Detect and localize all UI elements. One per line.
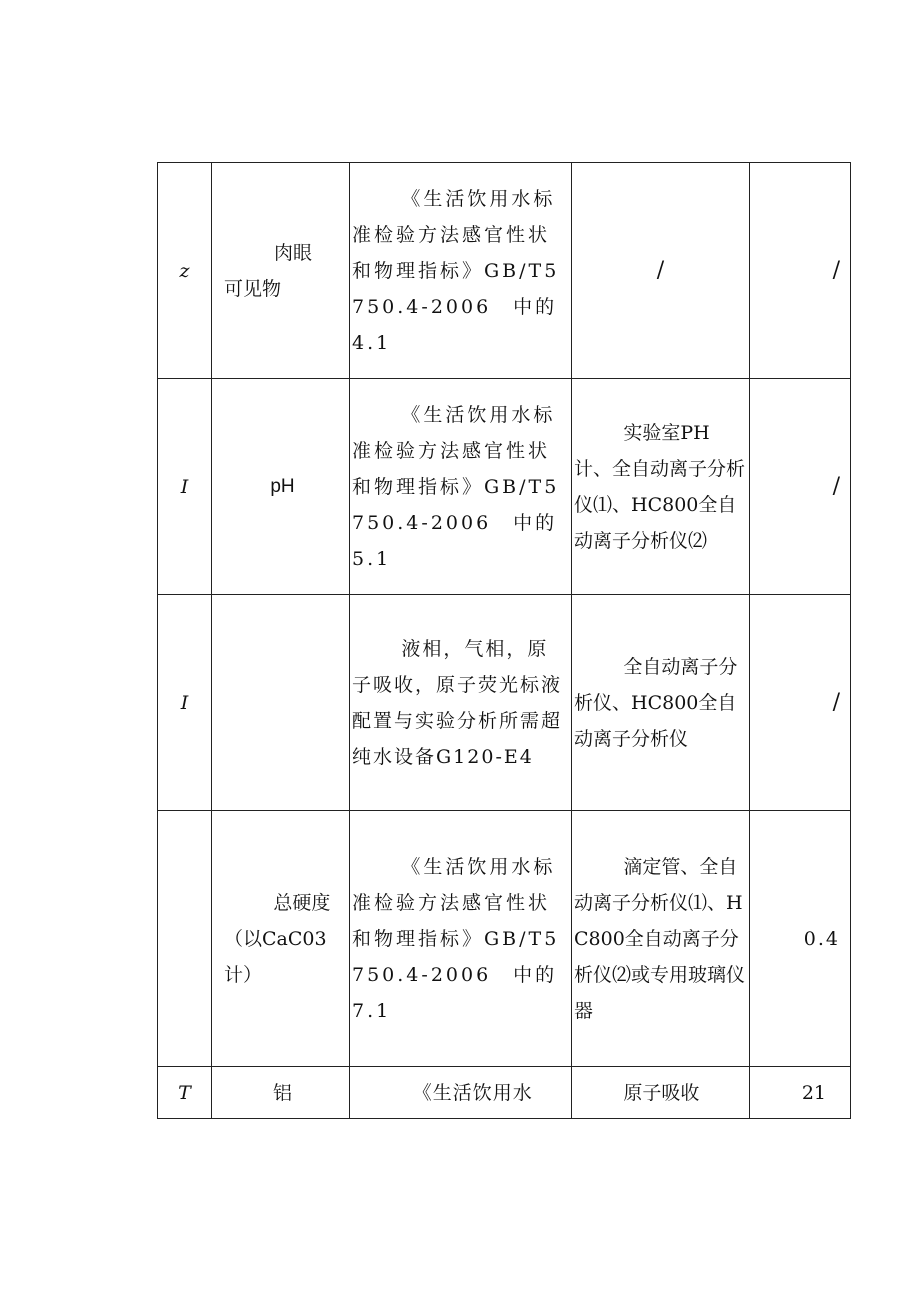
method-cell [350,1067,572,1119]
value-text: 21 [801,1081,826,1104]
table-row [158,163,851,379]
method-text: 《生活饮用水标准检验方法感官性状和物理指标》GB/T5750.4-2006 中的4.1 [352,187,560,354]
equipment-text: 滴定管、全自动离子分析仪⑴、HC800全自动离子分析仪⑵或专用玻璃仪器 [574,855,746,1022]
value-cell [750,163,851,379]
equipment-cell [572,379,750,595]
value-cell [750,379,851,595]
item-name-cell [212,163,350,379]
method-cell [350,379,572,595]
equipment-text: 全自动离子分析仪、HC800全自动离子分析仪 [574,655,738,750]
item-name-cell [212,1067,350,1119]
method-text: 《生活饮用水 [412,1081,533,1104]
equipment-cell [572,595,750,811]
row-number [158,811,212,1067]
method-text: 《生活饮用水标准检验方法感官性状和物理指标》GB/T5750.4-2006 中的5.1 [352,403,560,570]
row-number: I [158,595,212,811]
item-name-line2: 可见物 [224,277,282,300]
item-name-cell [212,379,350,595]
value-text: / [832,689,840,715]
value-text: / [832,473,840,499]
item-name-line1: 肉眼 [274,241,313,264]
item-name: 铝 [272,1081,292,1104]
item-name: pH [270,476,295,497]
method-cell [350,811,572,1067]
value-cell [750,1067,851,1119]
equipment-cell [572,163,750,379]
value-text: 0.4 [803,927,840,950]
item-name-cell [212,811,350,1067]
row-number: T [158,1067,212,1119]
row-number: z [158,163,212,379]
item-name: 总硬度（以CaC03计） [224,891,331,986]
value-text: / [832,257,840,283]
row-number: I [158,379,212,595]
equipment-text: / [656,257,665,283]
table-row [158,1067,851,1119]
value-cell [750,595,851,811]
table-row [158,379,851,595]
method-text: 液相，气相，原子吸收，原子荧光标液配置与实验分析所需超纯水设备G120-E4 [352,637,563,768]
equipment-text: 原子吸收 [623,1081,700,1104]
method-cell [350,163,572,379]
equipment-cell [572,811,750,1067]
method-text: 《生活饮用水标准检验方法感官性状和物理指标》GB/T5750.4-2006 中的7.1 [352,855,560,1022]
test-methods-table [157,162,851,1119]
value-cell [750,811,851,1067]
item-name-cell [212,595,350,811]
table-row [158,595,851,811]
equipment-cell [572,1067,750,1119]
equipment-text: 实验室PH计、全自动离子分析仪⑴、HC800全自动离子分析仪⑵ [574,421,746,552]
method-cell [350,595,572,811]
table-row [158,811,851,1067]
